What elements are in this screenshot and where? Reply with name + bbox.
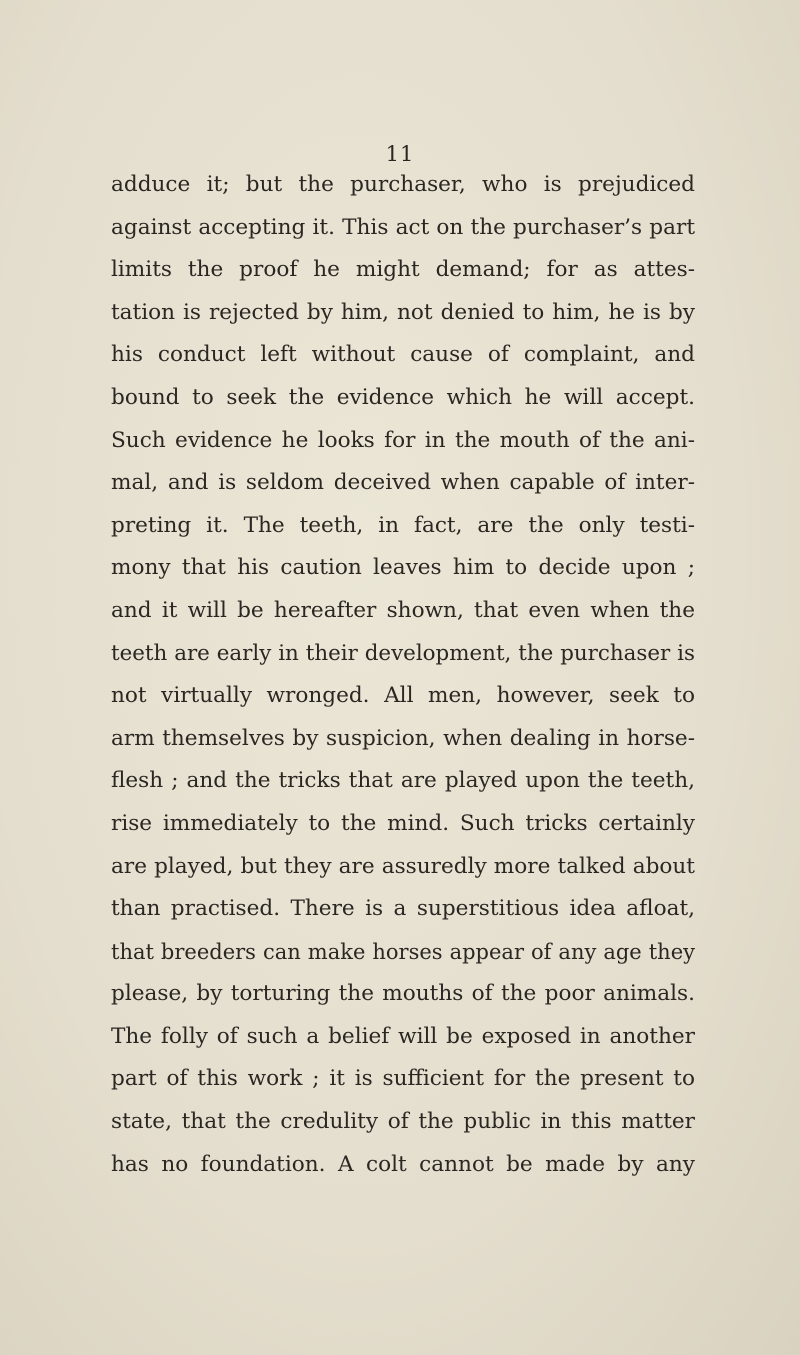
text-line: that breeders can make horses appear of any age they [111,939,695,964]
text-line: and it will be hereafter shown, that even when the [111,597,695,623]
text-line: mony that his caution leaves him to decide upon ; [111,555,695,581]
text-line: his conduct left without cause of complaint, and [111,342,695,368]
text-line: against accepting it. This act on the purchaser’s part [111,214,695,240]
text-line: not virtually wronged. All men, however, seek to [111,683,695,709]
text-line: than practised. There is a superstitious idea afloat, [111,896,695,922]
text-line: has no foundation. A colt cannot be made by any [111,1151,695,1177]
text-line: bound to seek the evidence which he will accept. [111,384,695,410]
text-line: arm themselves by suspicion, when dealing in horse- [111,725,695,751]
text-line: teeth are early in their development, the purchaser is [111,640,695,666]
body-text [111,164,695,1186]
text-line: adduce it; but the purchaser, who is prejudiced [111,172,695,197]
text-line: state, that the credulity of the public in this matter [111,1109,695,1135]
text-line: limits the proof he might demand; for as attes- [111,257,695,283]
text-line: please, by torturing the mouths of the poor animals. [111,981,695,1007]
text-line: part of this work ; it is sufficient for the present to [111,1066,695,1092]
text-line: The folly of such a belief will be exposed in another [111,1023,695,1049]
text-line: preting it. The teeth, in fact, are the only testi- [111,512,695,538]
text-line: flesh ; and the tricks that are played upon the teeth, [111,768,695,794]
text-line: are played, but they are assuredly more talked about [111,853,695,879]
text-line: Such evidence he looks for in the mouth of the ani- [111,427,695,453]
text-line: rise immediately to the mind. Such tricks certainly [111,810,695,836]
page-number: 11 [385,142,415,166]
text-line: tation is rejected by him, not denied to him, he is by [111,299,695,325]
text-line: mal, and is seldom deceived when capable of inter- [111,470,695,496]
